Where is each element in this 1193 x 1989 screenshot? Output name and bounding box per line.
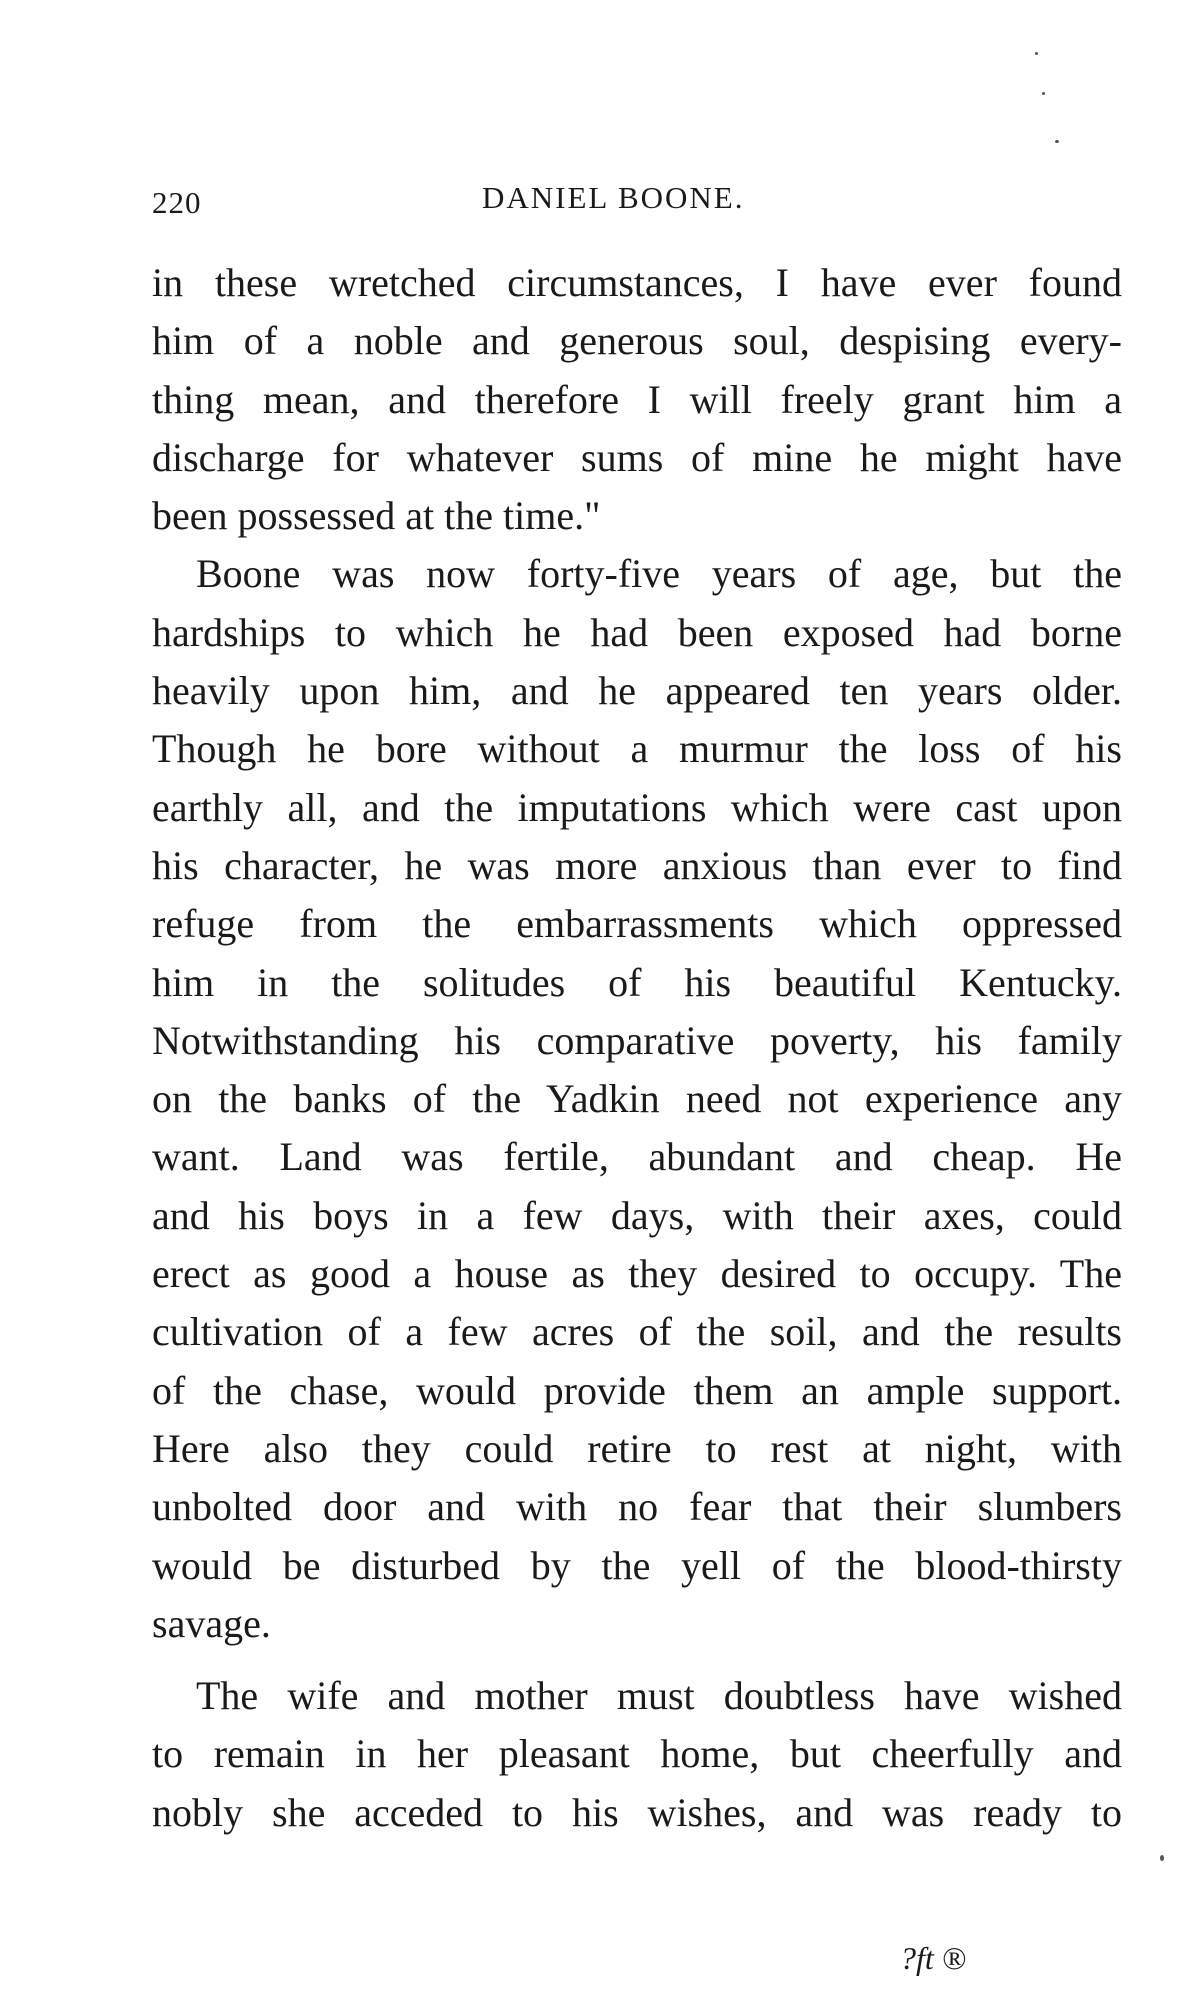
text-line: his character, he was more anxious than ever to find [152, 842, 1122, 888]
scan-speck [1055, 140, 1059, 143]
text-line: of the chase, would provide them an ample support. [152, 1367, 1122, 1413]
text-line: him in the solitudes of his beautiful Kentucky. [152, 959, 1122, 1005]
text-line: thing mean, and therefore I will freely grant him a [152, 376, 1122, 422]
text-line: been possessed at the time." [152, 493, 601, 539]
text-line: to remain in her pleasant home, but cheerfully and [152, 1731, 1122, 1777]
paragraph [152, 1667, 1122, 1842]
text-line: on the banks of the Yadkin need not experience any [152, 1076, 1122, 1122]
paragraph [152, 545, 1122, 1653]
text-line: Notwithstanding his comparative poverty, his family [152, 1017, 1122, 1063]
text-line: Boone was now forty-five years of age, but the [196, 551, 1122, 597]
scan-speck [1035, 52, 1038, 55]
text-line: unbolted door and with no fear that their slumbers [152, 1484, 1122, 1530]
running-head: DANIEL BOONE. [482, 180, 745, 215]
text-line: hardships to which he had been exposed had borne [152, 609, 1122, 655]
text-line: refuge from the embarrassments which oppressed [152, 901, 1122, 947]
text-line: discharge for whatever sums of mine he might have [152, 434, 1122, 480]
paragraph-gap [152, 1653, 1122, 1667]
text-line: want. Land was fertile, abundant and cheap. He [152, 1134, 1122, 1180]
text-line: in these wretched circumstances, I have ever found [152, 260, 1122, 305]
text-line: Here also they could retire to rest at night, with [152, 1425, 1122, 1471]
text-line: and his boys in a few days, with their axes, could [152, 1192, 1122, 1238]
page-number: 220 [152, 185, 202, 220]
text-line: would be disturbed by the yell of the blood-thirsty [152, 1542, 1122, 1588]
text-line: The wife and mother must doubtless have wished [196, 1673, 1122, 1719]
paragraph [152, 254, 1122, 545]
text-line: erect as good a house as they desired to occupy. The [152, 1251, 1122, 1297]
text-line: heavily upon him, and he appeared ten years older. [152, 668, 1122, 714]
text-line: savage. [152, 1600, 271, 1646]
text-line: Though he bore without a murmur the loss of his [152, 726, 1122, 772]
page-header [152, 180, 772, 230]
scan-speck [1042, 92, 1045, 95]
text-line: earthly all, and the imputations which were cast upon [152, 784, 1122, 830]
scan-speck [1160, 1855, 1164, 1861]
catchword: ?ft ® [900, 1940, 967, 1976]
text-line: cultivation of a few acres of the soil, and the results [152, 1309, 1122, 1355]
text-line: him of a noble and generous soul, despising every- [152, 318, 1122, 364]
body-text [152, 254, 1122, 1842]
text-line: nobly she acceded to his wishes, and was ready to [152, 1789, 1122, 1835]
